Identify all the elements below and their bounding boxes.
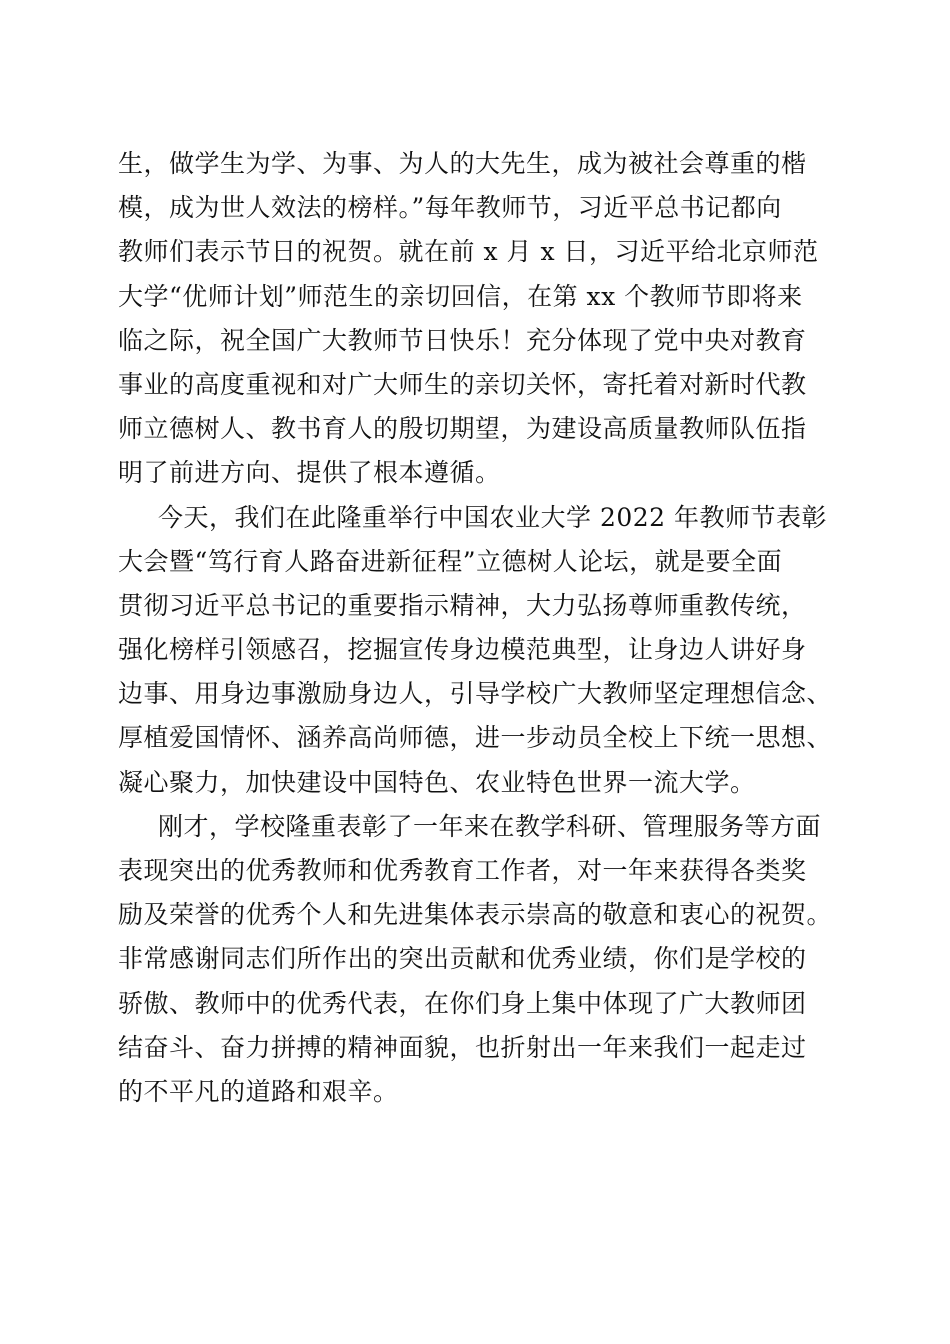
paragraph-2-line-3: 贯彻习近平总书记的重要指示精神，大力弘扬尊师重教传统， [118,590,807,620]
paragraph-3-line-4: 非常感谢同志们所作出的突出贡献和优秀业绩，你们是学校的 [118,944,807,974]
paragraph-2-line-6: 厚植爱国情怀、涵养高尚师德，进一步动员全校上下统一思想、 [118,723,833,753]
paragraph-3-line-7: 的不平凡的道路和艰辛。 [118,1076,399,1106]
paragraph-2-line-2: 大会暨“笃行育人路奋进新征程”立德树人论坛，就是要全面 [118,546,783,576]
paragraph-2-line-1: 今天，我们在此隆重举行中国农业大学 2022 年教师节表彰 [158,502,828,532]
paragraph-1-line-3: 教师们表示节日的祝贺。就在前 x 月 x 日，习近平给北京师范 [118,237,819,267]
paragraph-1-line-1: 生，做学生为学、为事、为人的大先生，成为被社会尊重的楷 [118,149,807,178]
paragraph-2-line-7: 凝心聚力，加快建设中国特色、农业特色世界一流大学。 [118,767,756,797]
paragraph-1-line-6: 事业的高度重视和对广大师生的亲切关怀，寄托着对新时代教 [118,369,807,399]
paragraph-1-line-5: 临之际，祝全国广大教师节日快乐！充分体现了党中央对教育 [118,325,807,355]
paragraph-1-line-8: 明了前进方向、提供了根本遵循。 [118,458,501,488]
paragraph-2-line-4: 强化榜样引领感召，挖掘宣传身边模范典型，让身边人讲好身 [118,635,807,665]
paragraph-3-line-3: 励及荣誉的优秀个人和先进集体表示崇高的敬意和衷心的祝贺。 [118,900,833,930]
paragraph-3-line-6: 结奋斗、奋力拼搏的精神面貌，也折射出一年来我们一起走过 [118,1032,807,1062]
paragraph-3-line-1: 刚才，学校隆重表彰了一年来在教学科研、管理服务等方面 [158,811,822,841]
document-body [118,142,858,1114]
paragraph-3-line-2: 表现突出的优秀教师和优秀教育工作者，对一年来获得各类奖 [118,856,807,885]
paragraph-1-line-4: 大学“优师计划”师范生的亲切回信，在第 xx 个教师节即将来 [118,281,803,311]
paragraph-1-line-7: 师立德树人、教书育人的殷切期望，为建设高质量教师队伍指 [118,414,807,444]
paragraph-2-line-5: 边事、用身边事激励身边人，引导学校广大教师坚定理想信念、 [118,679,833,709]
paragraph-1-line-2: 模，成为世人效法的榜样。”每年教师节，习近平总书记都向 [118,193,782,223]
paragraph-3-line-5: 骄傲、教师中的优秀代表，在你们身上集中体现了广大教师团 [118,988,807,1018]
